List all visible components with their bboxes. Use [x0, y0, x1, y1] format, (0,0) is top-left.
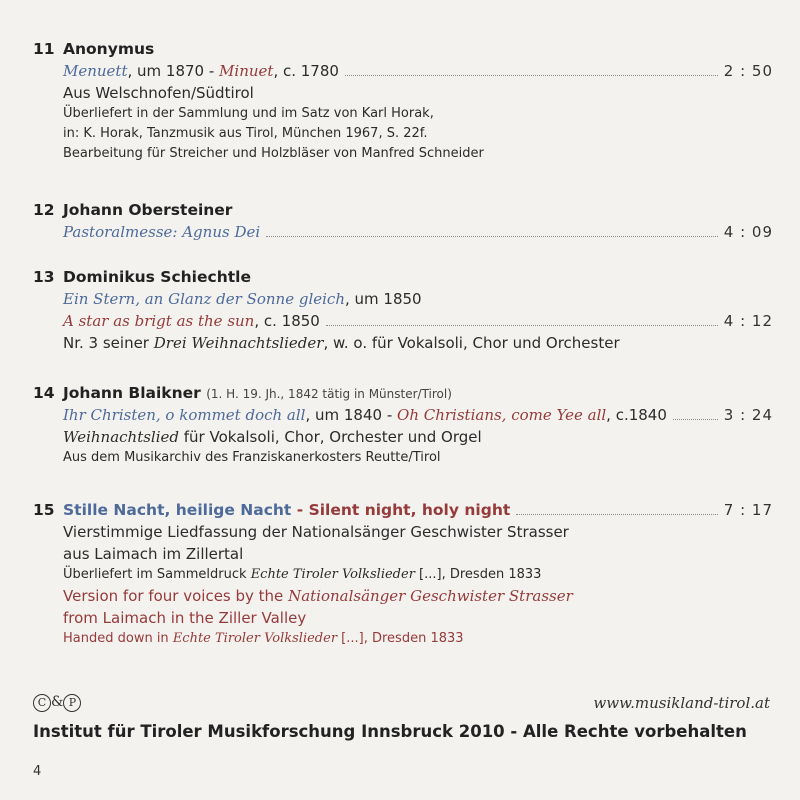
track-15-heading: [33, 499, 773, 521]
track-14-title-row: [63, 404, 773, 426]
description-line: [63, 426, 773, 448]
composer-name: Anonymus: [63, 40, 155, 58]
duration: 3 : 24: [723, 406, 773, 424]
composer-name: Johann Obersteiner: [63, 201, 233, 219]
title-date-de: , um 1850: [344, 290, 422, 308]
english-prefix: Version for four voices by the: [63, 587, 289, 605]
duration: 2 : 50: [723, 62, 773, 80]
title-date-en: , c.1840: [606, 406, 667, 424]
track-12-heading: [33, 199, 773, 221]
origin-line: Aus Welschnofen/Südtirol: [63, 84, 254, 102]
info-line: in: K. Horak, Tanzmusik aus Tirol, München 1967, S. 22f.: [63, 126, 428, 141]
english-desc-line: from Laimach in the Ziller Valley: [63, 609, 307, 627]
page-number: 4: [33, 764, 42, 779]
track-15: [33, 499, 773, 649]
duration: 4 : 12: [723, 312, 773, 330]
info-line: Überliefert in der Sammlung und im Satz von Karl Horak,: [63, 106, 434, 121]
description-line: [63, 332, 773, 354]
dotted-leader: [266, 236, 718, 237]
track-12: [33, 199, 773, 243]
title-german-row: [63, 288, 773, 310]
info-line: Bearbeitung für Streicher und Holzbläser von Manfred Schneider: [63, 146, 484, 161]
source-prefix: Handed down in: [63, 631, 173, 646]
english-desc-line: [63, 585, 773, 607]
composer-name: Dominikus Schiechtle: [63, 268, 251, 286]
english-ensemble: Nationalsänger Geschwister Strasser: [288, 587, 573, 605]
title-german: Ein Stern, an Glanz der Sonne gleich: [63, 290, 345, 308]
desc-suffix: für Vokalsoli, Chor, Orchester und Orgel: [179, 428, 482, 446]
german-desc-line: Vierstimmige Liedfassung der Nationalsänger Geschwister Strasser: [63, 523, 569, 541]
track-number: 12: [33, 201, 55, 219]
desc-work-title: Weihnachtslied: [63, 428, 179, 446]
track-14-heading: [33, 382, 773, 404]
title-separator: -: [291, 501, 309, 519]
duration: 7 : 17: [723, 501, 773, 519]
title-date-de: , um 1870 -: [127, 62, 220, 80]
track-13-heading: [33, 266, 773, 288]
source-prefix: Überliefert im Sammeldruck: [63, 567, 251, 582]
english-source-line: [63, 629, 773, 649]
title-date-de: , um 1840 -: [305, 406, 398, 424]
track-number: 15: [33, 501, 55, 519]
website-url: www.musikland-tirol.at: [593, 694, 770, 712]
title-date-en: , c. 1850: [254, 312, 320, 330]
copyright-mark: [33, 694, 81, 712]
title-english: Oh Christians, come Yee all: [397, 406, 607, 424]
institute-rights: Institut für Tiroler Musikforschung Innsbruck 2010 - Alle Rechte vorbehalten: [33, 722, 747, 741]
track-number: 13: [33, 268, 55, 286]
track-14: [33, 382, 773, 468]
dotted-leader: [516, 514, 718, 515]
title-date-en: , c. 1780: [273, 62, 339, 80]
source-suffix: [...], Dresden 1833: [337, 631, 464, 646]
source-title: Echte Tiroler Volkslieder: [172, 631, 338, 646]
track-11-heading: [33, 38, 773, 60]
dotted-leader: [326, 325, 718, 326]
source-suffix: [...], Dresden 1833: [414, 567, 542, 582]
title-english: A star as brigt as the sun: [63, 312, 255, 330]
composer-note: (1. H. 19. Jh., 1842 tätig in Münster/Tirol): [206, 387, 452, 401]
track-number: 11: [33, 40, 55, 58]
dotted-leader: [345, 75, 718, 76]
source-title: Echte Tiroler Volkslieder: [250, 567, 415, 582]
german-desc-line: aus Laimach im Zillertal: [63, 545, 244, 563]
source-line: Aus dem Musikarchiv des Franziskanerkosters Reutte/Tirol: [63, 450, 441, 465]
dotted-leader: [673, 419, 718, 420]
track-13: [33, 266, 773, 354]
title-english-row: [63, 310, 773, 332]
desc-suffix: , w. o. für Vokalsoli, Chor und Orchester: [323, 334, 620, 352]
copyright-ampersand: &: [51, 694, 64, 710]
desc-work-title: Drei Weihnachtslieder: [153, 334, 324, 352]
title-german: Pastoralmesse: Agnus Dei: [63, 223, 261, 241]
phonogram-p-icon: P: [63, 694, 81, 712]
track-number: 14: [33, 384, 55, 402]
copyright-c-icon: C: [33, 694, 51, 712]
track-12-title-row: [63, 221, 773, 243]
title-english: Silent night, holy night: [308, 501, 511, 519]
title-german: Ihr Christen, o kommet doch all: [63, 406, 306, 424]
title-german: Menuett: [63, 62, 128, 80]
duration: 4 : 09: [723, 223, 773, 241]
title-german: Stille Nacht, heilige Nacht: [63, 501, 292, 519]
german-source-line: [63, 565, 773, 585]
track-11-title-row: [63, 60, 773, 82]
composer-name: Johann Blaikner: [63, 384, 201, 402]
desc-prefix: Nr. 3 seiner: [63, 334, 154, 352]
track-11: [33, 38, 773, 164]
title-english: Minuet: [219, 62, 274, 80]
